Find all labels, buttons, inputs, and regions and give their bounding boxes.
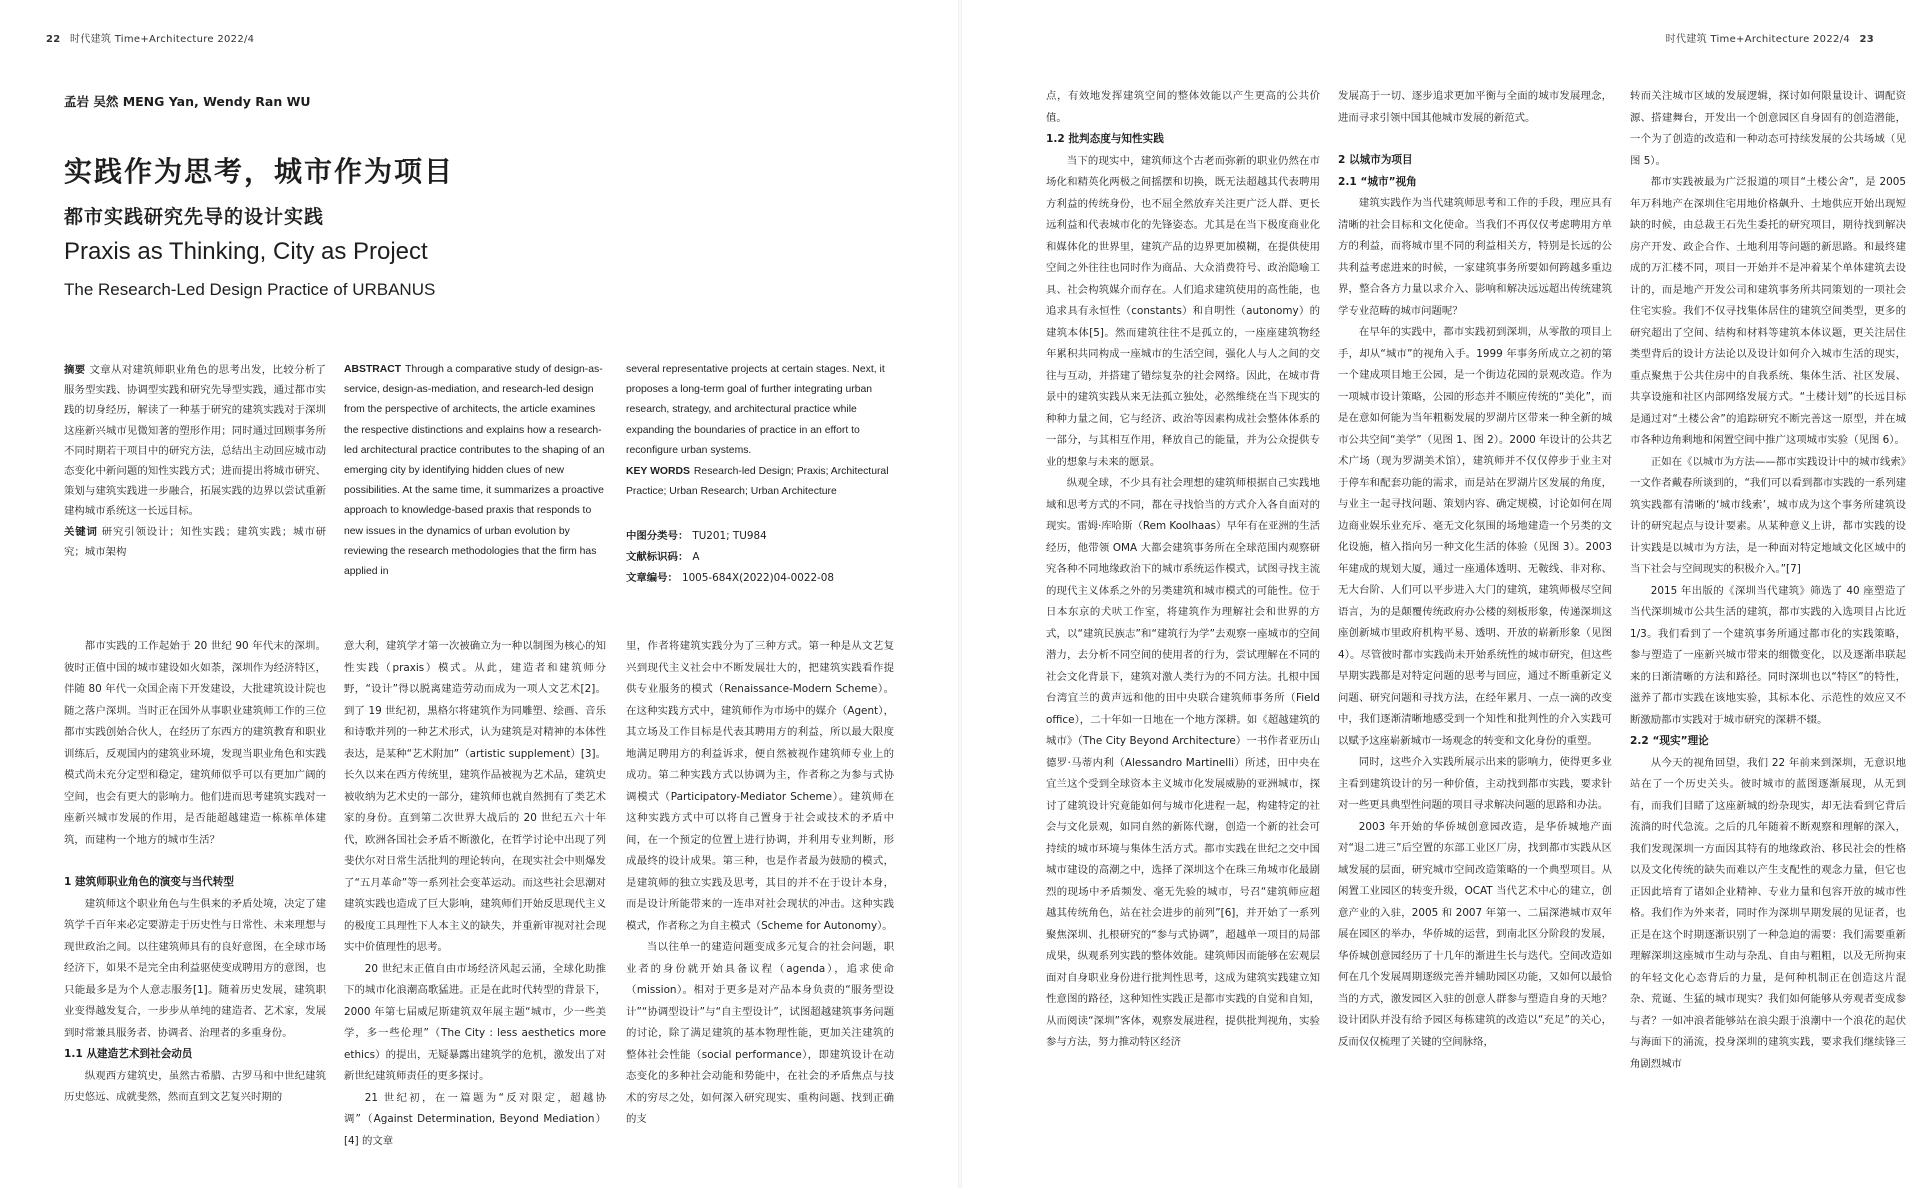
article-subtitle-cn: 都市实践研究先导的设计实践	[64, 206, 325, 228]
intro-paragraph: 都市实践的工作起始于 20 世纪 90 年代末的深圳。彼时正值中国的城市建设如火如荼，深圳作为经济特区，伴随 80 年代一众国企南下开发建设，大批建筑设计院也随之落户深圳。当时正在国外从事职业建筑师工作的三位都市实践创始合伙人，在经历了东西方的建筑教育和职业训练后，反观国内的建筑业环境，发现当职业角色和实践模式尚未充分定型和稳定，建筑师似乎可以有更加广阔的空间，也会有更大的影响力。他们进而思考建筑实践对一座新兴城市发展的作用，是否能超越建造一栋栋单体建筑，而建构一个地方的城市生活？	[64, 640, 326, 846]
paragraph: 正如在《以城市为方法——都市实践设计中的城市线索》一文作者戴春所谈到的，“我们可以看到都市实践的一系列建筑实践都有清晰的‘城市线索’，城市成为这个事务所建筑设计的研究起点与设计要素。从某种意义上讲，都市实践的设计实践是以城市为方法，是一种面对特定地域文化区域中的当下社会与空间现实的积极介入。”[7]	[1630, 455, 1906, 575]
body-column-6	[1630, 86, 1906, 1176]
paragraph: 当下的现实中，建筑师这个古老而弥新的职业仍然在市场化和精英化两极之间摇摆和切换，既无法超越其代表聘用方利益的传统身份，也不屈全然放弃关注更广泛人群、更长远利益和代表城市化的先锋姿态。尤其是在当下极度商业化和媒体化的世界里，建筑产品的边界更加模糊，在提供使用空间之外往往也同时作为商品、大众消费符号、政治隐喻工具、社会构筑媒介而存在。人们追求建筑使用的高性能，也追求具有永恒性（constants）和自明性（autonomy）的建筑本体[5]。然而建筑往往不是孤立的，一座座建筑物经年累积共同构成一座城市的生活空间，强化人与人之间的交往与互动，并搭建了错综复杂的社会网络。因此，在城市背景中的建筑实践从来无法孤立独处，必然维绕在当下现实的种种力量之间，它与经济、政治等因素构成社会整体体系的一部分，与其相互作用，释放自己的能量，并为公众提供专业的想象与未来的愿景。	[1046, 154, 1320, 468]
body-column-3	[626, 636, 894, 1156]
abstract-en-text-1: Through a comparative study of design-as-service, design-as-mediation, and research-led design from the perspective of architects, the article examines the respective distinctions and explains how a research-led architectural practice contributes to the shaping of an emerging city by identifying hidden clues of new possibilities. At the same time, it summarizes a proactive approach to knowledge-based praxis that responds to new issues in the dynamics of urban evolution by reviewing the research methodologies that the firm has applied in	[344, 364, 605, 578]
keywords-cn-label: 关键词	[64, 525, 98, 538]
paragraph: 建筑实践作为当代建筑师思考和工作的手段，理应具有清晰的社会目标和文化使命。当我们不再仅仅考虑聘用方单方的利益，而将城市里不同的利益相关方，特别是长远的公共利益考虑进来的时候，一家建筑事务所要如何跨越多重边界，整合各方力量以求介入、影响和解决远远超出传统建筑学专业范畴的城市问题呢？	[1338, 197, 1612, 317]
keywords-en	[626, 462, 894, 526]
subsection-heading-2-1: 2.1 “城市”视角	[1338, 175, 1417, 188]
paragraph: 在早年的实践中，都市实践初到深圳，从零散的项目上手，却从“城市”的视角入手。1999 年事务所成立之初的第一个建成项目地王公园，是一个街边花园的景观改造。作为一项城市设计策略，公园的形态并不顺应传统的“美化”，而是在意如何能为当年粗粝发展的罗湖片区带来一种全新的城市公共空间“美学”（见图 1、图 2）。2000 年设计的公共艺术广场（现为罗湖美术馆），建筑师并不仅仅停步于业主对于停车和配套功能的需求，而是站在罗湖片区发展的角度，与业主一起寻找问题、策划内容、确定规模，讨论如何在周边商业娱乐业充斥、毫无文化氛围的场地建造一个另类的文化设施，植入指向另一种文化生活的体验（见图 3）。2003 年建成的规划大厦，通过一座通体透明、无鞍线、非对称、无大台阶、人们可以平步进入大门的建筑，建筑师极尽空间语言，为的是颠覆传统政府办公楼的刻板形象，传递深圳这座创新城市里政府机构平易、透明、开放的崭新形象（见图 4）。尽管彼时都市实践尚未开始系统性的城市研究，但这些早期实践都是对特定问题的思考与回应，通过不断重新定义问题、研究问题和寻找方法，在经年累月、一点一滴的改变中，我们逐渐清晰地感受到一个知性和批判性的介入实践可以赋予这座崭新城市一场观念的转变和文化身份的重塑。	[1338, 326, 1612, 747]
paragraph: 纵观西方建筑史，虽然古希腊、古罗马和中世纪建筑历史悠远、成就斐然，然而直到文艺复兴时期的	[64, 1069, 326, 1103]
abstract-en-label: ABSTRACT	[344, 364, 402, 375]
paragraph: 2003 年开始的华侨城创意园改造，是华侨城地产面对“退二进三”后空置的东部工业区厂房，找到都市实践从区域发展的层面，研究城市空间改造策略的一个典型项目。从闲置工业园区的转变升级，OCAT 当代艺术中心的建立，创意产业的入驻，2005 和 2007 年第一、二届深港城市双年展在园区的举办，华侨城的运营，到南北区分阶段的发展，华侨城创意园经历了十几年的渐进生长与迭代。空间改造如何在几个发展周期逐级完善并辅助园区功能，又如何以最恰当的方式，激发园区入驻的创意人群参与塑造自身的天地？设计团队并没有给予园区每栋建筑的改造以“充足”的关心，反而仅仅梳理了关键的空间脉络，	[1338, 820, 1612, 1048]
right-running-head	[1666, 30, 1880, 45]
keywords-en-label: KEY WORDS	[626, 466, 690, 477]
clc-label: 中图分类号：	[626, 530, 689, 542]
body-column-2	[344, 636, 606, 1156]
article-meta	[626, 526, 894, 592]
abstract-en-part1	[344, 360, 606, 590]
section-heading-1: 1 建筑师职业角色的演变与当代转型	[64, 876, 234, 888]
keywords-en-text: Research-led Design; Praxis; Architectural Practice; Urban Research; Urban Architecture	[626, 466, 889, 498]
abstract-en-part2	[626, 360, 894, 460]
paragraph: 2015 年出版的《深圳当代建筑》筛选了 40 座塑造了当代深圳城市公共生活的建筑，都市实践的入选项目占比近 1/3。我们看到了一个建筑事务所通过都市化的实践策略，参与塑造了一座新兴城市带来的细微变化，以及逐渐串联起来的日渐清晰的方法和路径。同时深圳也以“特区”的特性，滋养了都市实践在该地实验，其标本化、示范性的效应又不断激励都市实践对于城市研究的深耕不辍。	[1630, 584, 1906, 726]
subsection-heading-2-2: 2.2 “现实”理论	[1630, 735, 1709, 747]
paragraph: 同时，这些介入实践所展示出来的影响力，使得更多业主看到建筑设计的另一种价值，主动找到都市实践，要求针对一些更具典型性问题的项目寻求解决问题的思路和办法。	[1338, 756, 1612, 811]
left-page	[0, 0, 958, 1188]
doc-code-label: 文献标识码：	[626, 551, 689, 563]
body-column-1	[64, 636, 326, 1156]
abstract-en-text-2: several representative projects at certain stages. Next, it proposes a long-term goal of further integrating urban research, strategy, and architectural practice while expanding the boundaries of practice in an effort to reconfigure urban systems.	[626, 364, 885, 456]
paragraph: 转而关注城市区域的发展逻辑，探讨如何限量设计、调配资源、搭建舞台，开发出一个创意园区自身固有的创造潜能，一个为了创造的改造和一种动态可持续发展的公共场域（见图 5）。	[1630, 90, 1906, 167]
abstract-cn	[64, 360, 326, 590]
doc-code-value: A	[692, 551, 700, 563]
left-running-head	[40, 30, 254, 45]
keywords-cn-text: 研究引领设计；知性实践；建筑实践；城市研究；城市架构	[64, 525, 326, 558]
running-title-right: 时代建筑 Time+Architecture 2022/4	[1665, 34, 1850, 45]
paragraph: 发展高于一切、逐步追求更加平衡与全面的城市发展理念，进而寻求引领中国其他城市发展的新范式。	[1338, 90, 1612, 124]
paragraph: 建筑师这个职业角色与生俱来的矛盾处境，决定了建筑学千百年来必定要游走于历史性与日常性、未来理想与现世政治之间。以往建筑师具有的良好意图，在全球市场经济下，如果不是完全由利益驱使变成聘用方的意图，也只能最多是为个人意志服务[1]。随着历史发展，建筑职业变得越发复合，一步步从单纯的建造者、艺术家，发展到时常兼具服务者、协调者、治理者的多重身份。	[64, 897, 326, 1039]
page-number-right: 23	[1859, 34, 1874, 45]
abstract-cn-text: 文章从对建筑师职业角色的思考出发，比较分析了服务型实践、协调型实践和研究先导型实践，通过都市实践的切身经历，解读了一种基于研究的建筑实践对于深圳这座新兴城市见微知著的塑形作用；同时通过回顾事务所不同时期若干项目中的研究方法，总结出主动回应城市动态变化中新问题的知性实践方式；进而提出将城市研究、策划与建筑实践进一步融合，拓展实践的边界以尝试重新建构城市系统这一长远目标。	[64, 364, 326, 518]
article-subtitle-en: The Research-Led Design Practice of URBANUS	[64, 280, 436, 299]
subsection-heading-1-2: 1.2 批判态度与知性实践	[1046, 133, 1164, 145]
article-title-en: Praxis as Thinking, City as Project	[64, 238, 428, 265]
paragraph: 从今天的视角回望，我们 22 年前来到深圳，无意识地站在了一个历史关头。彼时城市的蓝图逐渐展现，从无到有，而我们目睹了这座新城的纷杂现实，却无法看到它背后流淌的时代急流。之后的几年随着不断观察和理解的深入，我们发现深圳一方面因其特有的地缘政治、移民社会的性格以及文化传统的缺失而难以产生支配性的观念力量，但它也正因此培育了诸如企业精神、专业力量和包容开放的城市性格。我们作为外来者，同时作为深圳早期发展的见证者，也正是在这个时期逐渐识别了一种急迫的需要：我们需要重新理解深圳这座城市生动与杂乱、自由与粗粗，以及无所拘束的年轻文化心态背后的力量，是何种机制正在创造这片混杂、荒诞、生猛的城市现实？我们如何能够从旁观者变成参与者？一如冲浪者能够站在浪尖跟于浪潮中一个浪花的起伏与海面下的涌流，投身深圳的建筑实践，要求我们继续锋三角剧烈城市	[1630, 756, 1906, 1070]
authors: 孟岩 吴然 MENG Yan, Wendy Ran WU	[64, 94, 311, 109]
article-title-cn: 实践作为思考，城市作为项目	[64, 155, 455, 188]
running-title-left: 时代建筑 Time+Architecture 2022/4	[70, 34, 255, 45]
subsection-heading-1-1: 1.1 从建造艺术到社会动员	[64, 1048, 193, 1060]
page-number-left: 22	[46, 34, 61, 45]
paragraph: 20 世纪末正值自由市场经济风起云涌，全球化助推下的城市化浪潮高歌猛进。正是在此时代转型的背景下，2000 年第七届威尼斯建筑双年展主题“城市，少一些美学，多一些伦理”（The City : less aesthetics more ethics）的提出，无疑暴露出建筑学的危机，激发出了对新世纪建筑师责任的更多探讨。	[344, 962, 606, 1082]
paragraph: 里，作者将建筑实践分为了三种方式。第一种是从文艺复兴到现代主义社会中不断发展壮大的，把建筑实践看作提供专业服务的模式（Renaissance-Modern Scheme）。在这种实践方式中，建筑师作为市场中的媒介（Agent），其立场及工作目标是代表其聘用方的利益，所以最大限度地满足聘用方的利益诉求，便自然被视作建筑师专业上的成功。第二种实践方式以协调为主，作者称之为参与式协调模式（Participatory-Mediator Scheme）。建筑师在这种实践方式中可以将自己置身于社会或技术的矛盾中间，在一个预定的位置上进行协调，并利用专业判断，形成最终的设计成果。第三种，也是作者最为鼓励的模式，是建筑师的独立实践及思考，其目的并不在于设计本身，而是设计所能带来的一连串对社会现状的冲击。这种实践模式，作者称之为自主模式（Scheme for Autonomy）。	[626, 640, 894, 932]
body-column-4	[1046, 86, 1320, 1176]
paragraph: 点，有效地发挥建筑空间的整体效能以产生更高的公共价值。	[1046, 90, 1320, 124]
paragraph: 都市实践被最为广泛报道的项目“土楼公舍”，是 2005 年万科地产在深圳住宅用地价格飙升、土地供应开始出现短缺的时候，由总裁王石先生委托的研究项目，期待找到解决房产开发、政企合作、土地利用等问题的新思路。和最终建成的万汇楼不同，项目一开始并不是冲着某个单体建筑去设计的，而是地产开发公司和建筑事务所共同策划的一项社会住宅实验。我们不仅寻找集体居住的建筑空间类型，更多的研究超出了空间、结构和材料等建筑本体议题，更关注居住类型背后的设计方法论以及设计如何介入城市生活的现实，重点聚焦于公共住房中的自我系统、集体生活、社区发展、共享设施和社区内部网络发展方式。“土楼计划”的长远目标是通过对“土楼公舍”的追踪研究不断完善这一原型，并在城市各种边角剩地和闲置空间中推广这项城市实验（见图 6）。	[1630, 176, 1906, 446]
article-no-value: 1005-684X(2022)04-0022-08	[681, 572, 835, 584]
paragraph: 当以往单一的建造问题变成多元复合的社会问题，职业者的身份就开始具备议程（agenda），追求使命（mission）。相对于更多是对产品本身负责的“服务型设计”“协调型设计”与“自主型设计”，试图超越建筑事务问题的讨论，除了满足建筑的基本物理性能，更加关注建筑的整体社会性能（social performance），即建筑设计在动态变化的多种社会动能和势能中，在社会的矛盾焦点与技术的穷尽之处，如何深入研究现实、重构问题、找到正确的支	[626, 941, 894, 1125]
paragraph: 21 世纪初，在一篇题为“反对限定，超越协调”（Against Determination, Beyond Mediation）[4] 的文章	[344, 1091, 606, 1147]
paragraph: 意大利，建筑学才第一次被确立为一种以制图为核心的知性实践（praxis）模式。从此，建造者和建筑师分野，“设计”得以脱离建造劳动而成为一项人文艺术[2]。到了 19 世纪初，黑格尔将建筑作为同雕塑、绘画、音乐和诗歌并列的一种艺术形式，认为建筑是对精神的本体性表达，是某种“艺术附加”（artistic supplement）[3]。长久以来在西方传统里，建筑作品被视为艺术品，建筑史被收纳为艺术史的一部分，建筑师也就自然拥有了类艺术家的身份。直到第二次世界大战后的 20 世纪五六十年代，欧洲各国社会矛盾不断激化，在哲学讨论中出现了列斐伏尔对日常生活批判的理论转向，在现实社会中则爆发了“五月革命”等一系列社会变革运动。而这些社会思潮对建筑实践也造成了巨大影响，建筑师们开始反思现代主义的极度工具理性下人本主义的缺失，并重新审视对社会现实中价值理性的思考。	[344, 640, 606, 953]
body-column-5	[1338, 86, 1612, 1176]
paragraph: 纵观全球，不少具有社会理想的建筑师根据自己实践地域和思考方式的不同，都在寻找恰当的方式介入各自面对的现实。雷姆·库哈斯（Rem Koolhaas）早年有在亚洲的生活经历，他带领 OMA 大都会建筑事务所在全球范围内观察研究各种不同地缘政治下的城市系统运作模式，试图寻找主流的现代主义体系之外的另类建筑和城市模式的可能性。位于日本东京的犬吠工作室，将建筑作为理解社会和世界的方式，以“建筑民族志”和“建筑行为学”去观察一座城市的空间潜力，去分析不同空间的使用者的行为，尝试理解在不同的社会文化背景下，建筑对激人类行为的不同方法。扎根中国台湾宜兰的黄声远和他的田中央联合建筑师事务所（Field office），二十年如一日地在一个地方深耕。如《超越建筑的城市》（The City Beyond Architecture）一书作者亚历山德罗·马蒂内利（Alessandro Martinelli）所述，田中央在宜兰这个受到全球资本主义城市化发展威胁的亚洲城市，探讨了建筑设计究竟能如何与城市化进程一起，构建特定的社会与文化景观，如同自然的新陈代谢，创造一个新的社会可持续的城市环境与集体生活方式。都市实践在世纪之交中国城市建设的高潮之中，选择了深圳这个在珠三角城市化最剧烈的现场中矛盾频发、毫无先验的城市，号召“建筑师应超越其传统角色，站在社会进步的前列”[6]，并开始了一系列聚焦深圳、扎根研究的“参与式协调”，超越单一项目的局部成果，纵观系列实践的整体效能。建筑师因而能够在宏观层面对自身职业身份进行批判性思考，这成为建筑实践建立知性意图的路径，这种知性实践正是都市实践的自觉和自知，从而阅读“深圳”客体，观察发展进程，提供批判视角，实验参与方法，努力推动特区经济	[1046, 477, 1320, 1048]
article-no-label: 文章编号：	[626, 572, 678, 584]
abstract-cn-label: 摘要	[64, 364, 86, 376]
section-heading-2: 2 以城市为项目	[1338, 154, 1413, 166]
right-page	[962, 0, 1920, 1188]
clc-value: TU201; TU984	[692, 530, 767, 542]
